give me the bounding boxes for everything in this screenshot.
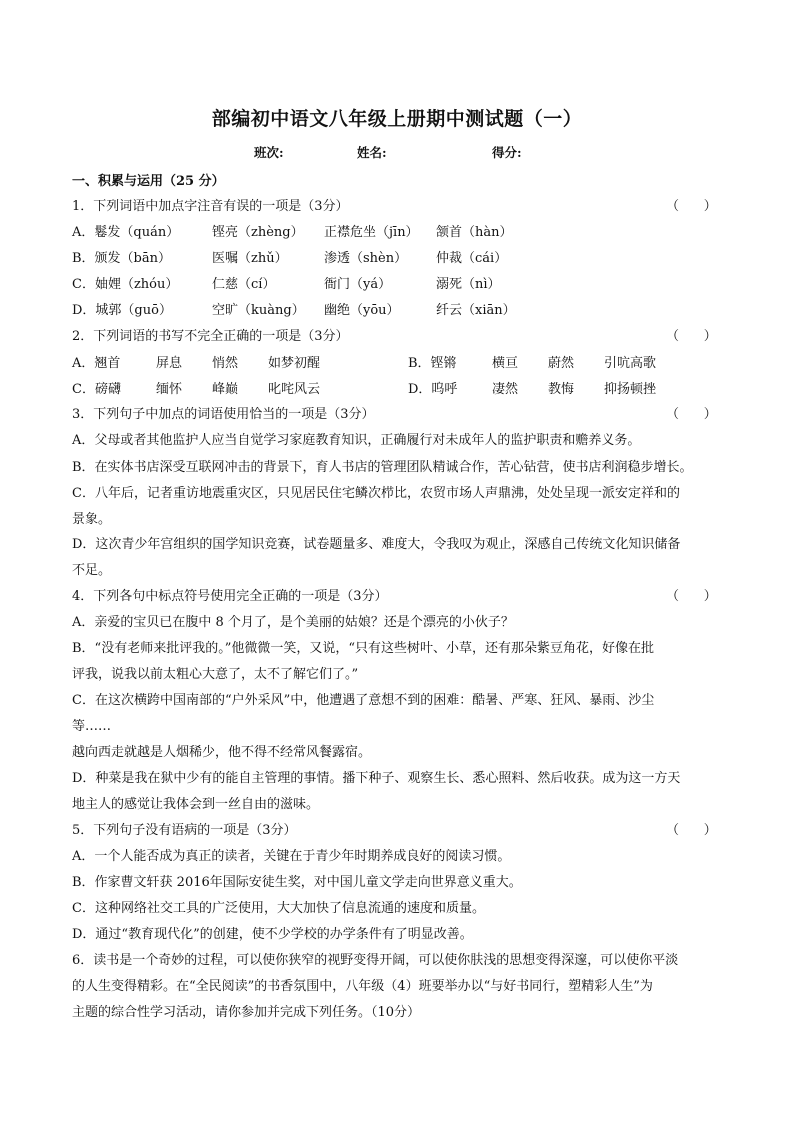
answer-blank-1[interactable]: （ ） [666, 199, 717, 214]
q1-word: 铿亮（zhèng） [212, 225, 304, 240]
q2-word: 悄然 [212, 356, 239, 371]
q2-word: 凄然 [492, 382, 519, 397]
q3-option-d-cont: 不足。 [72, 563, 112, 578]
q1-word: 医嘱（zhǔ） [212, 251, 288, 266]
q2-word: 叱咤风云 [268, 382, 321, 397]
q5-option-b: B．作家曹文轩获 2016年国际安徒生奖，对中国儿童文学走向世界意义重大。 [72, 875, 522, 890]
q1-word: 衙门（yá） [324, 277, 392, 292]
q3-option-c-cont: 景象。 [72, 512, 112, 527]
q5-option-a: A．一个人能否成为真正的读者，关键在于青少年时期养成良好的阅读习惯。 [72, 849, 511, 864]
q4-option-c-cont: 等…… [72, 719, 112, 734]
q1-word: 溺死（nì） [436, 277, 501, 292]
answer-blank-5[interactable]: （ ） [666, 823, 717, 838]
answer-blank-3[interactable]: （ ） [666, 407, 717, 422]
q4-option-d-cont: 地主人的感觉让我体会到一丝自由的滋味。 [72, 797, 320, 812]
q1-word: 幽绝（yōu） [324, 303, 400, 318]
q2-word: 缅怀 [156, 382, 183, 397]
answer-blank-4[interactable]: （ ） [666, 589, 717, 604]
answer-blank-2[interactable]: （ ） [666, 329, 717, 344]
q4-option-c-cont2: 越向西走就越是人烟稀少，他不得不经常风餐露宿。 [72, 745, 372, 760]
q1-word: 颔首（hàn） [436, 225, 513, 240]
question-2-stem: 2．下列词语的书写不完全正确的一项是（3分） [72, 329, 349, 344]
question-4-stem: 4．下列各句中标点符号使用完全正确的一项是（3分） [72, 589, 388, 604]
q2-option-b: B．铿锵 [408, 356, 457, 371]
question-1-stem: 1．下列词语中加点字注音有误的一项是（3分） [72, 199, 349, 214]
q4-option-b: B．“没有老师来批评我的。”他微微一笑，又说，“只有这些树叶、小草，还有那朵紫豆角花，好像在批 [72, 641, 654, 656]
q4-option-c: C．在这次横跨中国南部的“户外采风”中，他遭遇了意想不到的困难：酷暑、严寒、狂风、暴雨、沙尘 [72, 693, 655, 708]
q1-word: 仲裁（cái） [436, 251, 508, 266]
q2-option-a: A．翘首 [72, 356, 121, 371]
q2-option-c: C．磅礴 [72, 382, 121, 397]
q3-option-a: A．父母或者其他监护人应当自觉学习家庭教育知识，正确履行对未成年人的监护职责和赡养义务。 [72, 433, 641, 448]
q1-option-d: D．城郭（guō） [72, 303, 172, 318]
page-title: 部编初中语文八年级上册期中测试题（一） [211, 108, 583, 130]
q1-word: 渗透（shèn） [324, 251, 408, 266]
q5-option-c: C．这种网络社交工具的广泛使用，大大加快了信息流通的速度和质量。 [72, 901, 485, 916]
q2-word: 横亘 [492, 356, 519, 371]
q2-word: 教悔 [548, 382, 575, 397]
q4-option-d: D．种菜是我在狱中少有的能自主管理的事情。播下种子、观察生长、悉心照料、然后收获。成为这一方天 [72, 771, 681, 786]
q2-word: 屏息 [156, 356, 183, 371]
q2-word: 抑扬顿挫 [604, 382, 657, 397]
q5-option-d: D．通过“教育现代化”的创建，使不少学校的办学条件有了明显改善。 [72, 927, 473, 942]
q3-option-b: B．在实体书店深受互联网冲击的背景下，育人书店的管理团队精诚合作，苦心钻营，使书店利润稳步增长。 [72, 460, 693, 475]
q2-word: 峰巅 [212, 382, 239, 397]
name-label: 姓名: [357, 145, 387, 160]
q3-option-d: D．这次青少年宫组织的国学知识竞赛，试卷题量多、难度大，令我叹为观止，深感自己传统文化知识储备 [72, 537, 681, 552]
question-3-stem: 3．下列句子中加点的词语使用恰当的一项是（3分） [72, 407, 375, 422]
q1-word: 正襟危坐（jīn） [324, 225, 419, 240]
q1-option-c: C．妯娌（zhóu） [72, 277, 179, 292]
q1-word: 空旷（kuàng） [212, 303, 305, 318]
q2-option-d: D．呜呼 [408, 382, 458, 397]
q1-option-a: A．鬈发（quán） [72, 225, 180, 240]
section-heading: 一、积累与运用（25 分） [72, 174, 225, 189]
q2-word: 如梦初醒 [268, 356, 321, 371]
score-label: 得分: [492, 145, 522, 160]
q2-word: 蔚然 [548, 356, 575, 371]
question-5-stem: 5．下列句子没有语病的一项是（3分） [72, 823, 297, 838]
class-label: 班次: [254, 145, 284, 160]
question-6-stem-cont: 的人生变得精彩。在“全民阅读”的书香氛围中，八年级（4）班要举办以“与好书同行，塑精彩人生”为 [72, 979, 653, 994]
question-6-stem: 6．读书是一个奇妙的过程，可以使你狭窄的视野变得开阔，可以使你肤浅的思想变得深邃，可以使你平淡 [72, 953, 679, 968]
q1-word: 纤云（xiān） [436, 303, 516, 318]
q2-word: 引吭高歌 [604, 356, 657, 371]
question-6-stem-cont2: 主题的综合性学习活动，请你参加并完成下列任务。（10分） [72, 1005, 421, 1020]
q1-option-b: B．颁发（bān） [72, 251, 171, 266]
q4-option-b-cont: 评我，说我以前太粗心大意了，太不了解它们了。” [72, 667, 359, 682]
q4-option-a: A．亲爱的宝贝已在腹中 8 个月了，是个美丽的姑娘？还是个漂亮的小伙子？ [72, 615, 514, 630]
q3-option-c: C．八年后，记者重访地震重灾区，只见居民住宅鳞次栉比，农贸市场人声鼎沸，处处呈现一派安定祥和的 [72, 486, 680, 501]
q1-word: 仁慈（cí） [212, 277, 276, 292]
